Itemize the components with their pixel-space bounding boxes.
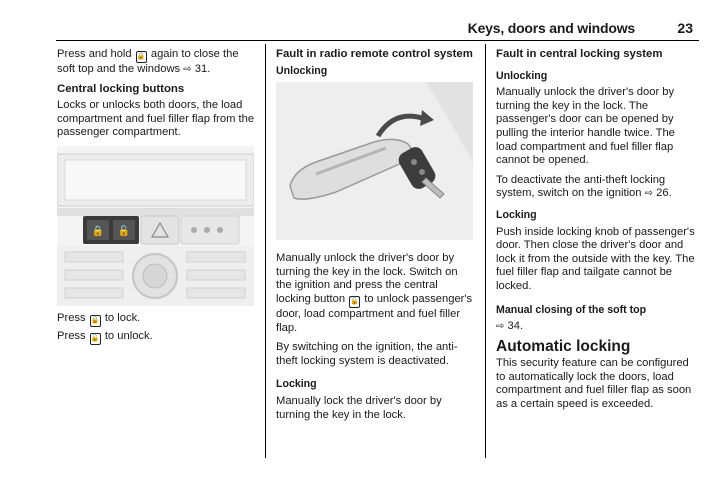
svg-text:🔓: 🔓 [117, 225, 131, 237]
section-title: Keys, doors and windows [467, 20, 635, 36]
arrow-reference-icon: ⇨ [644, 188, 654, 200]
subheading-locking: Locking [276, 378, 317, 391]
heading-fault-central-locking: Fault in central locking system [496, 48, 663, 60]
header-rule [56, 40, 699, 41]
heading-fault-radio-remote: Fault in radio remote control system [276, 48, 473, 60]
soft-top-paragraph: Press and hold 🔒 again to close the soft top and the windows ⇨ 31. [57, 48, 239, 75]
arrow-reference-icon: ⇨ [183, 64, 192, 75]
unlock-icon: 🔓 [90, 333, 101, 345]
subheading-unlocking: Unlocking [276, 64, 328, 77]
radio-unlock-paragraph: Manually unlock the driver's door by turning the key in the lock. Switch on the ignition and press the central locking button 🔓 to unlock passenger's door, load compartment and fuel filler flap. [276, 252, 473, 334]
column-divider-1 [265, 44, 266, 458]
subheading-unlocking: Unlocking [496, 69, 548, 82]
page-header [0, 0, 719, 44]
central-lock-paragraph: Push inside locking knob of passenger's door. Then close the driver's door and lock it from the outside with the key. The fuel filler flap and tailgate cannot be locked. [496, 225, 695, 292]
deactivate-anti-theft-paragraph: To deactivate the anti-theft locking system, switch on the ignition ⇨ 26. [496, 173, 672, 200]
column-divider-2 [485, 44, 486, 458]
press-lock-line: Press 🔒 to lock. [57, 312, 255, 327]
central-unlock-paragraph: Manually unlock the driver's door by turning the key in the lock. The passenger's door can be opened by pulling the interior handle twice. The load compartment and fuel filler flap cannot be opened. [496, 86, 675, 167]
central-locking-paragraph: Locks or unlocks both doors, the load compartment and fuel filler flap from the passenger compartment. [57, 99, 255, 139]
anti-theft-paragraph: By switching on the ignition, the anti-theft locking system is deactivated. [276, 341, 458, 367]
svg-text:🔒: 🔒 [91, 225, 105, 237]
lock-icon: 🔒 [136, 51, 147, 63]
column-1 [57, 48, 255, 351]
subheading-manual-soft-top: Manual closing of the soft top [496, 303, 647, 316]
heading-automatic-locking: Automatic locking [496, 337, 631, 355]
column-2 [276, 48, 474, 428]
automatic-locking-paragraph: This security feature can be configured to automatically lock the doors, load compartment and fuel filler flap as soon as a certain speed is exceeded. [496, 357, 692, 411]
door-handle-key-figure [276, 82, 473, 240]
subheading-locking: Locking [496, 208, 537, 221]
column-3 [496, 48, 696, 418]
lock-icon: 🔒 [90, 315, 101, 327]
central-locking-buttons-figure [57, 146, 254, 306]
unlock-icon: 🔓 [349, 296, 360, 308]
soft-top-reference: ⇨ 34. [496, 320, 524, 333]
arrow-reference-icon: ⇨ [496, 321, 505, 333]
radio-lock-paragraph: Manually lock the driver's door by turning the key in the lock. [276, 394, 442, 421]
page-number: 23 [677, 20, 693, 36]
heading-central-locking-buttons: Central locking buttons [57, 82, 185, 95]
press-unlock-line: Press 🔓 to unlock. [57, 330, 255, 345]
